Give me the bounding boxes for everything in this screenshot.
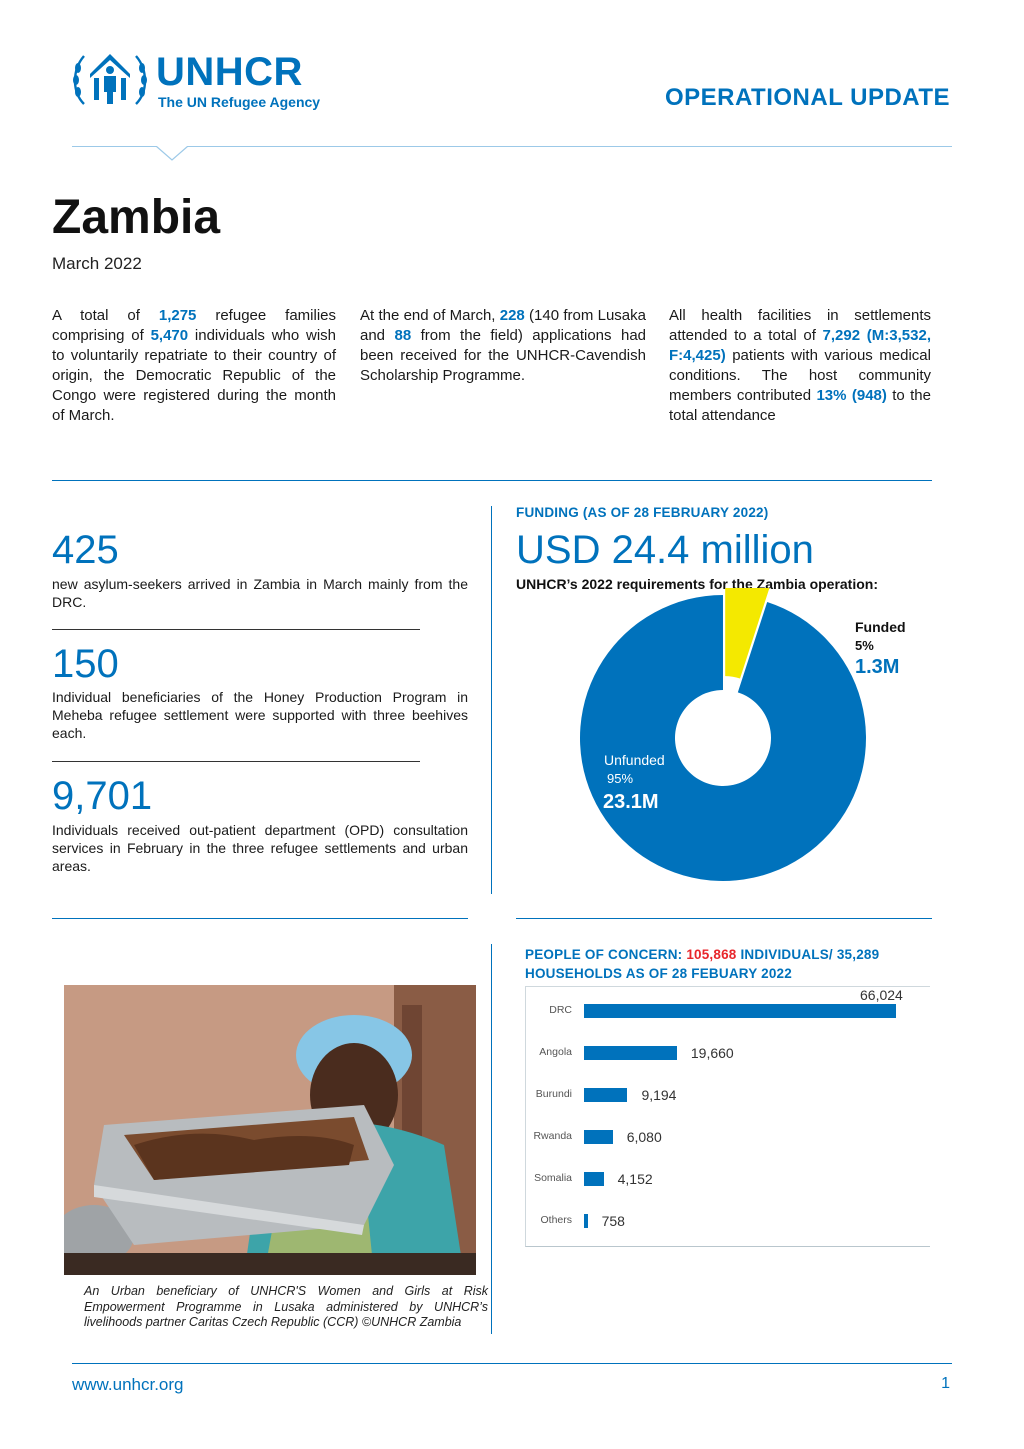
section-divider: [52, 918, 468, 919]
report-date: March 2022: [52, 254, 142, 273]
poc-bar-chart: [525, 986, 930, 1247]
chevron-down-icon: [155, 146, 189, 162]
photo-divider: [491, 944, 492, 1334]
stat-divider: [52, 761, 420, 762]
unhcr-logo: [70, 48, 340, 112]
intro-col-1: [52, 306, 336, 426]
intro-col-3: [669, 306, 931, 426]
highlight-number: (M:3,532, F:4,425): [669, 327, 931, 364]
logo-tagline: The UN Refugee Agency: [158, 94, 321, 110]
highlight-number: 5,470: [150, 327, 189, 344]
doc-type-heading: OPERATIONAL UPDATE: [664, 84, 950, 111]
stat-number-honey-program: 150: [52, 642, 119, 686]
poc-total-number: 105,868: [686, 947, 737, 962]
bar-chart-plot: [526, 987, 930, 1246]
header-divider: [72, 146, 952, 147]
poc-title-line2: HOUSEHOLDS AS OF 28 FEBUARY 2022: [525, 966, 792, 981]
bar-category-label: Others: [540, 1214, 572, 1226]
bar-angola: [584, 1046, 677, 1060]
photo-caption: An Urban beneficiary of UNHCR'S Women and Girls at Risk Empowerment Programme in Lusaka administered by UNHCR’s livelihoods partner Caritas Czech Republic (CCR) ©UNHCR Zambia: [84, 1284, 488, 1329]
highlight-number: 7,292: [822, 327, 861, 344]
funded-percent: 5%: [855, 638, 874, 653]
stat-text-asylum-seekers: new asylum-seekers arrived in Zambia in March mainly from the DRC.: [52, 576, 468, 610]
bar-value-label: 66,024: [860, 987, 903, 1003]
column-divider: [491, 506, 492, 894]
bar-category-label: DRC: [549, 1004, 572, 1016]
text: from the field) applications had been received for the UNHCR-Cavendish Scholarship Programme.: [360, 327, 646, 384]
donut-slice-unfunded: [580, 595, 866, 881]
unhcr-emblem-icon: [70, 48, 150, 112]
text: All health facilities in settlements attended to a total of: [669, 307, 931, 344]
stat-number-opd: 9,701: [52, 774, 153, 818]
text: patients with various medical conditions. The host community members contributed: [669, 347, 931, 404]
bar-others: [584, 1214, 588, 1228]
section-divider: [52, 480, 932, 481]
logo-wordmark: UNHCR: [156, 50, 303, 94]
unfunded-percent: 95%: [607, 771, 634, 786]
stat-number-asylum-seekers: 425: [52, 528, 119, 572]
stat-text-opd: Individuals received out-patient department (OPD) consultation services in February in the three refugee settlements and urban areas.: [52, 822, 468, 874]
funded-label: Funded: [855, 619, 906, 635]
bar-category-label: Rwanda: [533, 1130, 572, 1142]
text: individuals who wish to voluntarily repatriate to their country of origin, the Democratic Republic of the Congo were registered during the month of March.: [52, 327, 336, 424]
beneficiary-photo: [64, 985, 476, 1275]
bar-value-label: 6,080: [626, 1129, 662, 1145]
highlight-number: 228: [499, 307, 525, 324]
bar-value-label: 9,194: [641, 1087, 677, 1103]
highlight-number: 13% (948): [816, 387, 887, 404]
poc-title: [525, 945, 935, 983]
bar-drc: [584, 1004, 896, 1018]
bar-rwanda: [584, 1130, 613, 1144]
highlight-number: 1,275: [158, 307, 197, 324]
text: to the total attendance: [669, 387, 931, 424]
text: (140 from Lusaka and: [360, 307, 646, 344]
footer-divider: [72, 1363, 952, 1364]
funding-subtitle: UNHCR’s 2022 requirements for the Zambia operation:: [516, 576, 879, 592]
footer-url-link[interactable]: www.unhcr.org: [72, 1375, 184, 1394]
bar-category-label: Angola: [539, 1046, 572, 1058]
intro-col-2: [360, 306, 646, 386]
bar-value-label: 4,152: [617, 1171, 653, 1187]
text: A total of: [52, 307, 159, 324]
highlight-number: 88: [394, 327, 412, 344]
bar-value-label: 758: [601, 1213, 625, 1229]
funding-title: FUNDING (AS OF 28 FEBRUARY 2022): [516, 505, 769, 520]
text: At the end of March,: [360, 307, 500, 324]
bar-burundi: [584, 1088, 627, 1102]
section-divider: [516, 918, 932, 919]
funding-amount: USD 24.4 million: [516, 528, 814, 572]
page-number: 1: [941, 1375, 950, 1392]
bar-somalia: [584, 1172, 604, 1186]
funding-donut-chart: [573, 588, 873, 888]
page-title: Zambia: [52, 191, 221, 244]
funded-amount: 1.3M: [855, 656, 900, 678]
bar-category-label: Somalia: [534, 1172, 572, 1184]
bar-category-label: Burundi: [535, 1088, 572, 1100]
unfunded-label: Unfunded: [604, 752, 665, 768]
unfunded-amount: 23.1M: [603, 791, 659, 813]
stat-divider: [52, 629, 420, 630]
poc-title-text: PEOPLE OF CONCERN:: [525, 947, 687, 962]
bar-value-label: 19,660: [690, 1045, 734, 1061]
stat-text-honey-program: Individual beneficiaries of the Honey Production Program in Meheba refugee settlement were supported with three beehives each.: [52, 689, 468, 741]
photo-illustration: [64, 985, 476, 1275]
poc-title-text: INDIVIDUALS/ 35,289: [736, 947, 880, 962]
text: refugee families comprising of: [52, 307, 336, 344]
